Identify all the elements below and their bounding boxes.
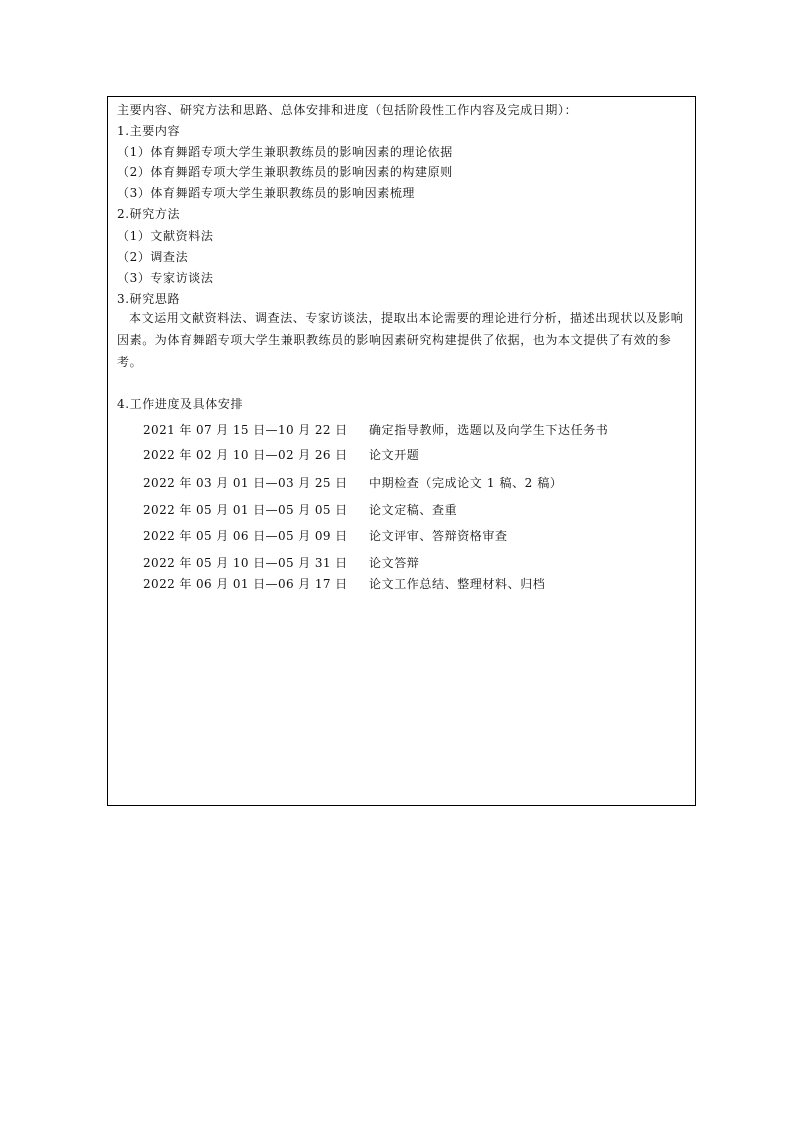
- schedule-task: 论文开题: [369, 448, 420, 462]
- schedule-date: 2022 年 05 月 10 日—05 月 31 日: [143, 556, 348, 570]
- section-2-item: （3）专家访谈法: [117, 271, 214, 285]
- content-box: [107, 96, 696, 806]
- schedule-date: 2021 年 07 月 15 日—10 月 22 日: [143, 423, 348, 437]
- schedule-task: 论文答辩: [369, 556, 420, 570]
- section-3-paragraph: 本文运用文献资料法、调查法、专家访谈法，提取出本论需要的理论进行分析，描述出现状以及影响因素。为体育舞蹈专项大学生兼职教练员的影响因素研究构建提供了依据，也为本文提供了有效的参考。: [117, 311, 684, 369]
- section-2-item: （2）调查法: [117, 250, 189, 264]
- section-2-item: （1）文献资料法: [117, 229, 214, 243]
- schedule-task: 确定指导教师，选题以及向学生下达任务书: [369, 423, 609, 437]
- schedule-date: 2022 年 05 月 01 日—05 月 05 日: [143, 503, 348, 517]
- section-4-title: 4.工作进度及具体安排: [117, 397, 244, 411]
- section-1-item: （1）体育舞蹈专项大学生兼职教练员的影响因素的理论依据: [117, 145, 453, 159]
- section-1-item: （3）体育舞蹈专项大学生兼职教练员的影响因素梳理: [117, 186, 416, 200]
- schedule-date: 2022 年 06 月 01 日—06 月 17 日: [143, 577, 348, 591]
- section-1-title: 1.主要内容: [117, 124, 181, 138]
- schedule-date: 2022 年 03 月 01 日—03 月 25 日: [143, 476, 348, 490]
- schedule-date: 2022 年 05 月 06 日—05 月 09 日: [143, 529, 348, 543]
- section-1-item: （2）体育舞蹈专项大学生兼职教练员的影响因素的构建原则: [117, 165, 453, 179]
- schedule-task: 论文工作总结、整理材料、归档: [369, 577, 546, 591]
- schedule-task: 论文定稿、查重: [369, 503, 458, 517]
- section-3-title: 3.研究思路: [117, 292, 181, 306]
- schedule-date: 2022 年 02 月 10 日—02 月 26 日: [143, 448, 348, 462]
- header-text: 主要内容、研究方法和思路、总体安排和进度（包括阶段性工作内容及完成日期）：: [117, 103, 578, 117]
- schedule-task: 中期检查（完成论文 1 稿、2 稿）: [369, 476, 563, 490]
- section-2-title: 2.研究方法: [117, 207, 181, 221]
- schedule-task: 论文评审、答辩资格审查: [369, 529, 508, 543]
